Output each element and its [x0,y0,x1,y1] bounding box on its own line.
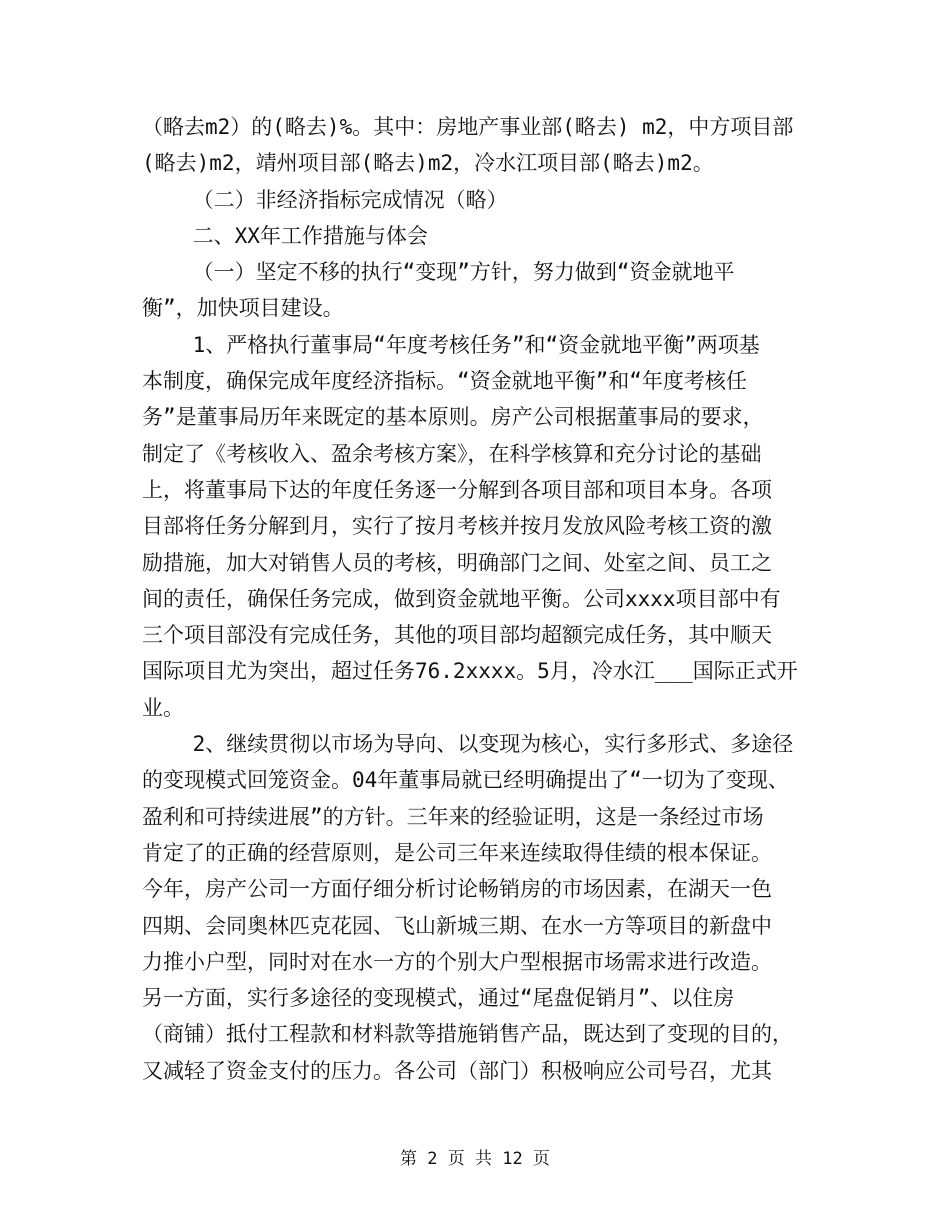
text-line: 2、继续贯彻以市场为导向、以变现为核心，实行多形式、多途径 [142,732,794,757]
text-line: 三个项目部没有完成任务，其他的项目部均超额完成任务，其中顺天 [142,623,772,648]
text-line: （二）非经济指标完成情况（略） [142,187,508,212]
text-line: 间的责任，确保任务完成，做到资金就地平衡。公司xxxx项目部中有 [142,586,781,611]
text-line: 务”是董事局历年来既定的基本原则。房产公司根据董事局的要求， [142,405,764,430]
text-line: 肯定了的正确的经营原则，是公司三年来连续取得佳绩的根本保证。 [142,840,772,865]
text-line: (略去)m2，靖州项目部(略去)m2，冷水江项目部(略去)m2。 [142,151,714,176]
text-line: 又减轻了资金支付的压力。各公司（部门）积极响应公司号召，尤其 [142,1058,772,1083]
text-line: （商铺）抵付工程款和材料款等措施销售产品，既达到了变现的目的， [142,1022,793,1047]
text-line: 国际项目尤为突出，超过任务76.2xxxx。5月，冷水江___国际正式开 [142,659,798,684]
text-line: （略去m2）的(略去)%。其中：房地产事业部(略去) m2，中方项目部 [142,115,794,139]
section-heading: 二、XX年工作措施与体会 [142,223,428,248]
text-line: 1、严格执行董事局“年度考核任务”和“资金就地平衡”两项基 [142,332,760,357]
text-line: 制定了《考核收入、盈余考核方案》，在科学核算和充分讨论的基础 [142,441,762,466]
text-line: 另一方面，实行多途径的变现模式，通过“尾盘促销月”、以住房 [142,986,735,1011]
text-line: 业。 [142,695,184,720]
text-line: 本制度，确保完成年度经济指标。“资金就地平衡”和“年度考核任 [142,369,747,394]
document-body [142,109,822,1089]
text-line: 目部将任务分解到月，实行了按月考核并按月发放风险考核工资的激 [142,514,772,539]
text-line: （一）坚定不移的执行“变现”方针，努力做到“资金就地平 [142,260,735,285]
page-number-footer: 第 2 页 共 12 页 [400,1149,550,1169]
text-line: 盈利和可持续进展”的方针。三年来的经验证明，这是一条经过市场 [142,804,764,829]
text-line: 今年，房产公司一方面仔细分析讨论畅销房的市场因素，在湖天一色 [142,877,772,902]
text-line: 力推小户型，同时对在水一方的个别大户型根据市场需求进行改造。 [142,949,772,974]
text-line: 四期、会同奥林匹克花园、飞山新城三期、在水一方等项目的新盘中 [142,913,772,938]
text-line: 衡”，加快项目建设。 [142,296,344,321]
text-line: 上，将董事局下达的年度任务逐一分解到各项目部和项目本身。各项 [142,477,772,502]
text-line: 的变现模式回笼资金。04年董事局就已经明确提出了“一切为了变现、 [142,768,789,793]
text-line: 励措施，加大对销售人员的考核，明确部门之间、处室之间、员工之 [142,550,772,575]
